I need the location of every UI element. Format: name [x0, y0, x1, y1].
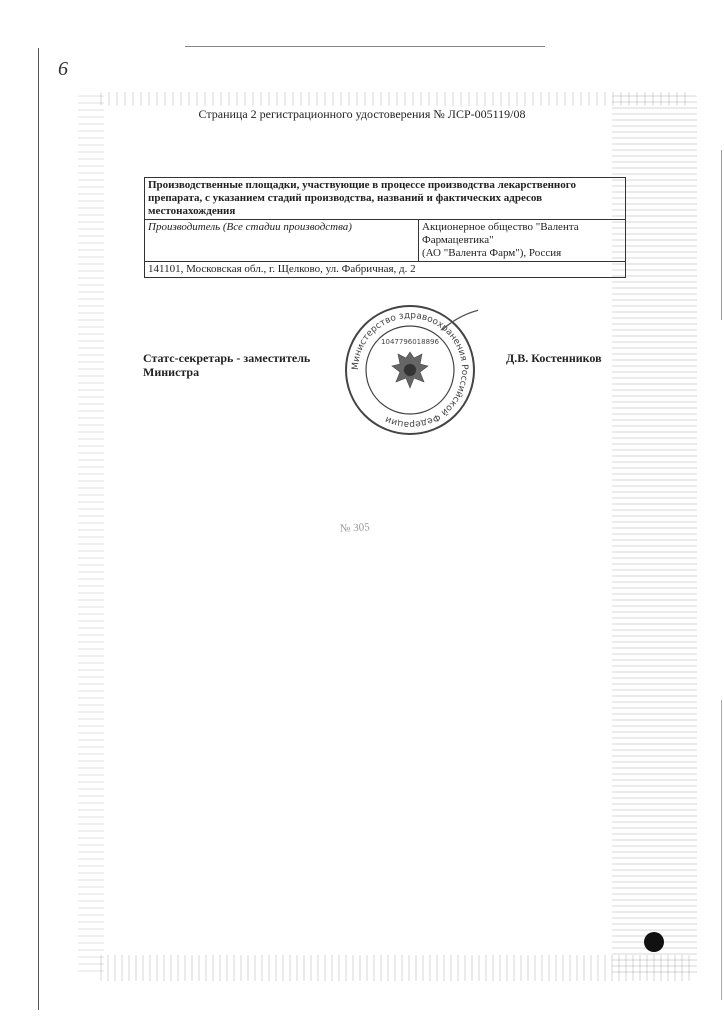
table-heading: Производственные площадки, участвующие в процессе производства лекарственного препарата, с указанием стадий производства, названий и фактических адресов местонахождения — [145, 178, 626, 220]
table-row — [145, 220, 626, 262]
table-row — [145, 178, 626, 220]
security-pattern-top — [100, 92, 690, 106]
security-pattern-left — [78, 95, 104, 975]
producer-company — [419, 220, 626, 262]
table-row — [145, 262, 626, 278]
right-scan-edge — [721, 150, 722, 320]
signer-title-line2: Министра — [143, 365, 200, 379]
official-seal — [342, 302, 478, 438]
producer-address: 141101, Московская обл., г. Щелково, ул. Фабричная, д. 2 — [145, 262, 626, 278]
faint-stamp: № 305 — [339, 521, 371, 535]
producer-role: Производитель (Все стадии производства) — [145, 220, 419, 262]
right-scan-edge-lower — [721, 700, 722, 1000]
signer-name: Д.В. Костенников — [506, 351, 602, 365]
company-name-line2: Фармацевтика" — [422, 234, 494, 246]
punch-hole-mark — [644, 932, 664, 952]
seal-inner-number: 1047796018896 — [381, 338, 439, 346]
signer-title — [143, 351, 343, 379]
eagle-emblem-icon — [392, 352, 428, 388]
seal-ring-text: Министерство здравоохранения Российской Федерации — [350, 310, 470, 430]
handwritten-page-number: 6 — [58, 58, 68, 80]
security-pattern-bottom — [100, 955, 690, 981]
signer-title-line1: Статс-секретарь - заместитель — [143, 351, 311, 365]
left-scan-edge — [38, 48, 39, 1010]
company-name-line3: (АО "Валента Фарм"), Россия — [422, 247, 562, 259]
top-rule — [185, 46, 545, 47]
production-sites-table — [144, 177, 626, 278]
company-name-line1: Акционерное общество "Валента — [422, 221, 579, 233]
page-header: Страница 2 регистрационного удостоверения № ЛСР-005119/08 — [198, 107, 526, 121]
